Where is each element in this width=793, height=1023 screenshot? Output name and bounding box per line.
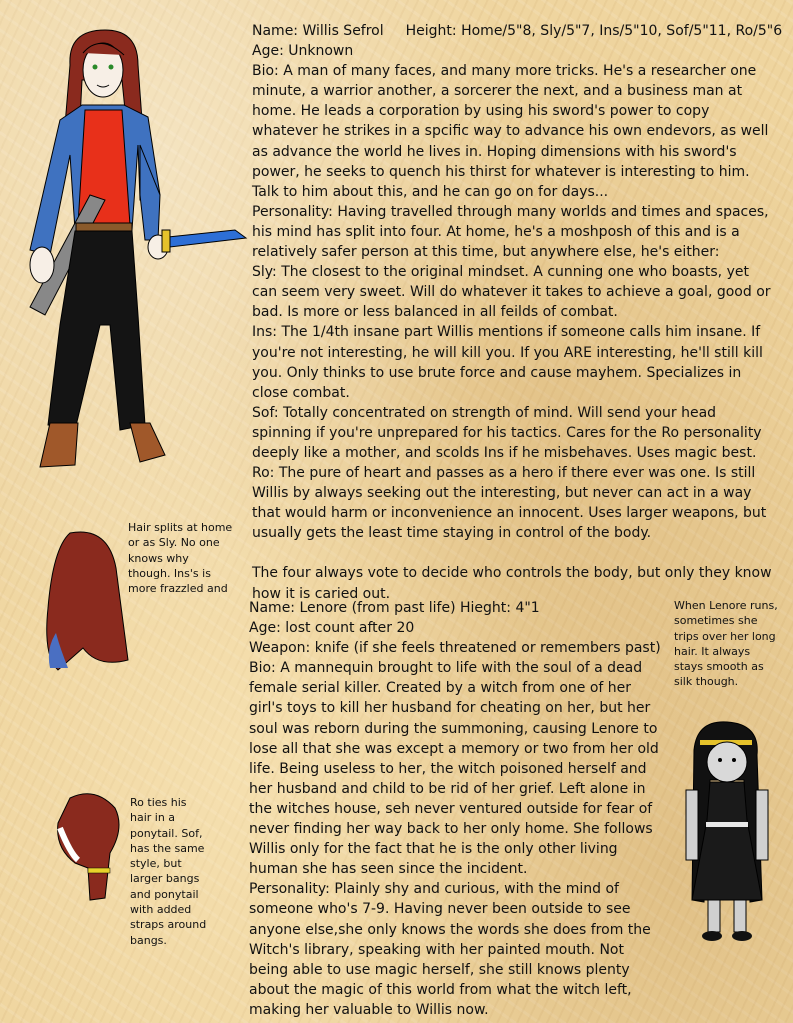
willis-profile — [252, 21, 783, 604]
lenore-name-height: Name: Lenore (from past life) Hieght: 4"1 — [249, 600, 540, 616]
ponytail-note: Ro ties his hair in a ponytail. Sof, has the same style, but larger bangs and ponytail with added straps around bangs. — [130, 796, 207, 947]
lenore-weapon: Weapon: knife (if she feels threatened or remembers past) — [249, 640, 661, 657]
willis-name: Name: Willis Sefrol — [252, 23, 384, 39]
lenore-age: Age: lost count after 20 — [249, 620, 415, 637]
lenore-bio: Bio: A mannequin brought to life with the soul of a dead female serial killer. Created by a witch from one of her girl's toys to kill her husband for cheating on her, but her soul was reborn during the summoning, causing Lenore to lose all that she was except a memory or two from her old life. Being useless to her, the witch poisoned herself and her husband and child to be rid of her grief. Left alone in the witches house, seh never ventured outside for fear of never finding her way back to her only home. She follows Willis only for the fact that he is the only other living human she has seen since the incident. — [249, 660, 659, 878]
willis-sof: Sof: Totally concentrated on strength of mind. Will send your head spinning if you're unprepared for his tactics. Cares for the Ro personality deeply like a mother, and scolds Ins if he misbehaves. Uses magic best. — [252, 404, 762, 461]
lenore-hair-note: When Lenore runs, sometimes she trips over her long hair. It always stays smooth as silk though. — [674, 599, 778, 689]
willis-ins: Ins: The 1/4th insane part Willis mentions if someone calls him insane. If you're not interesting, he will kill you. If you ARE interesting, he'll still kill you. Only thinks to use brute force and cause mayhem. Specializes in close combat. — [252, 324, 763, 401]
split-hair-illustration — [38, 528, 133, 676]
willis-ro: Ro: The pure of heart and passes as a hero if there ever was one. Is still Willis by always seeking out the interesting, but never can act in a way that would harm or inconvenience an innocent. Uses larger weapons, but usually gets the least time staying in control of the body. — [252, 465, 767, 542]
willis-sly: Sly: The closest to the original mindset. A cunning one who boasts, yet can seem very sweet. Will do whatever it takes to achieve a goal, good or bad. Is more or less balanced in all feilds of combat. — [252, 264, 771, 321]
willis-age: Age: Unknown — [252, 43, 354, 60]
willis-illustration — [20, 25, 250, 475]
lenore-profile — [249, 598, 667, 1020]
willis-vote: The four always vote to decide who controls the body, but only they know how it is caried out. — [252, 565, 772, 602]
hair-split-note: Hair splits at home or as Sly. No one knows why though. Ins's is more frazzled and — [128, 521, 233, 596]
willis-bio: Bio: A man of many faces, and many more tricks. He's a researcher one minute, a warrior another, a sorcerer the next, and a business man at home. He leads a corporation by using his sword's power to copy whatever he strikes in a spcific way to advance his own endevors, as well as advance the world he lives in. Hoping dimensions with his sword's power, he seeks to quench his thirst for whatever is interesting to him. Talk to him about this, and he can go on for days... — [252, 63, 769, 200]
lenore-illustration — [672, 720, 782, 950]
willis-height: Height: Home/5"8, Sly/5"7, Ins/5"10, Sof/5"11, Ro/5"6 — [405, 23, 783, 39]
lenore-personality: Personality: Plainly shy and curious, with the mind of someone who's 7-9. Having never been outside to see anyone else,she only knows the words she does from the Witch's library, speaking with her painted mouth. Not being able to use magic herself, she still knows plenty about the magic of this world from what the witch left, making her valuable to Willis now. — [249, 881, 651, 1018]
willis-header — [252, 21, 783, 41]
ponytail-illustration — [50, 788, 128, 906]
willis-personality: Personality: Having travelled through many worlds and times and spaces, his mind has split into four. At home, he's a moshposh of this and is a relatively safer person at this time, but anywhere else, he's either: — [252, 203, 769, 261]
